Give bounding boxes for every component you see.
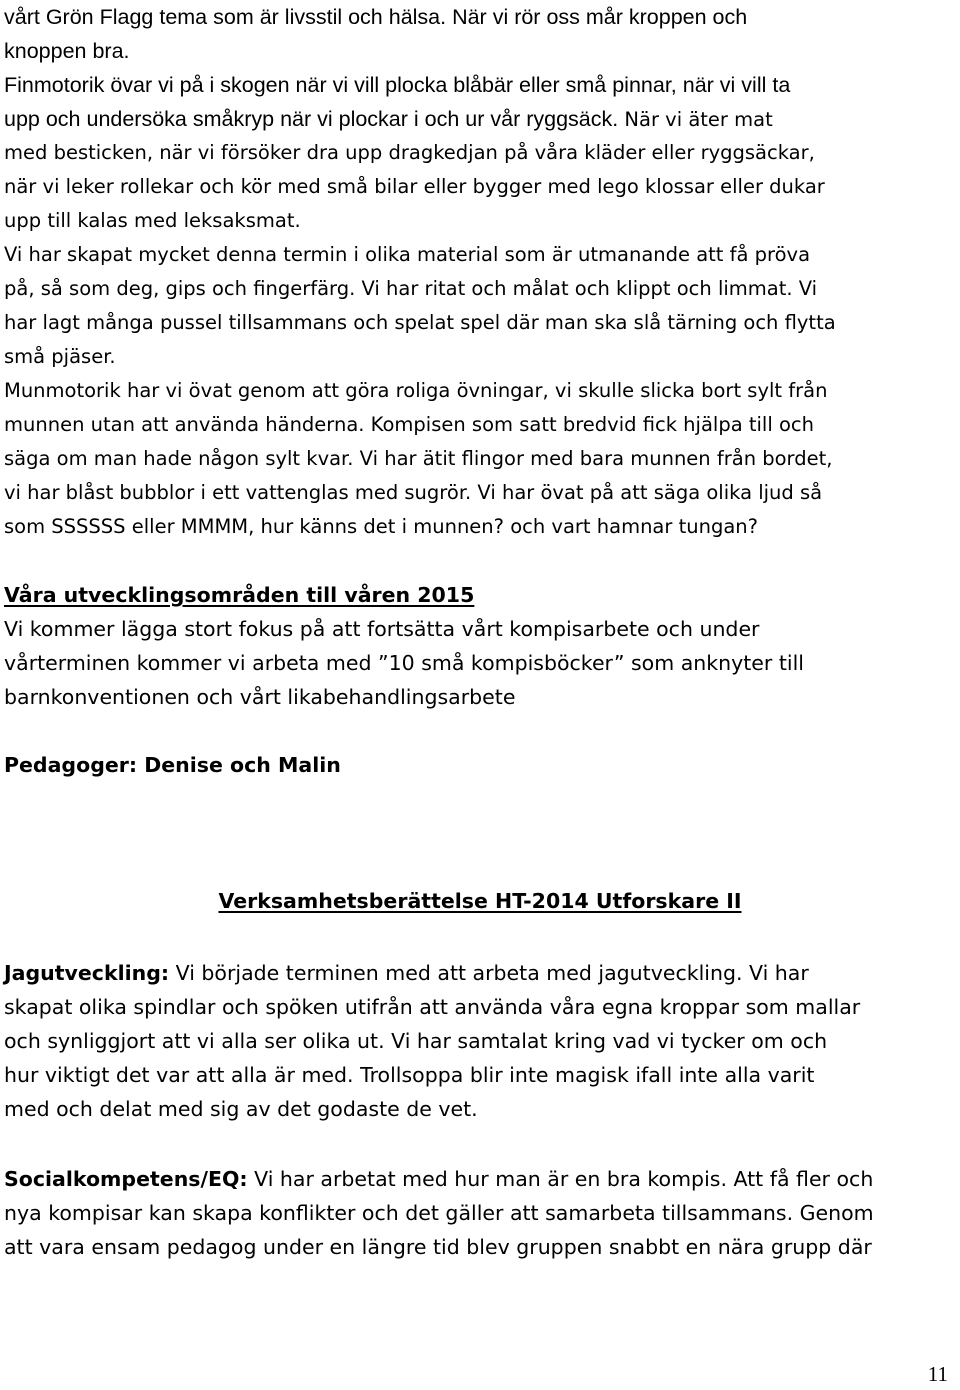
self-development-first-text: Vi började terminen med att arbeta med jagutveckling. Vi har: [169, 961, 809, 985]
paragraph-line: när vi leker rollekar och kör med små bilar eller bygger med lego klossar eller dukar: [4, 175, 825, 198]
educators-names: Denise och Malin: [137, 753, 341, 777]
intro-line-1: vårt Grön Flagg tema som är livsstil och hälsa. När vi rör oss mår kroppen och: [4, 5, 748, 29]
page-number: 11: [927, 1362, 948, 1386]
paragraph-line: på, så som deg, gips och fingerfärg. Vi har ritat och målat och klippt och limmat. Vi: [4, 277, 818, 300]
development-heading: Våra utvecklingsområden till våren 2015: [4, 583, 475, 607]
paragraph-line: vi har blåst bubblor i ett vattenglas med sugrör. Vi har övat på att säga olika ljud så: [4, 481, 823, 504]
intro-line-3: Finmotorik övar vi på i skogen när vi vill plocka blåbär eller små pinnar, när vi vill ta: [4, 73, 791, 97]
educators-label: Pedagoger:: [4, 753, 138, 777]
paragraph-line: säga om man hade någon sylt kvar. Vi har ätit flingor med bara munnen från bordet,: [4, 447, 833, 470]
intro-line-4-text: upp och undersöka småkryp när vi plockar i och ur vår ryggsäck.: [4, 107, 619, 131]
intro-line-4-continuation: När vi äter mat: [618, 108, 773, 131]
self-development-line: skapat olika spindlar och spöken utifrån att använda våra egna kroppar som mallar: [4, 995, 861, 1019]
paragraph-line: med besticken, när vi försöker dra upp dragkedjan på våra kläder eller ryggsäckar,: [4, 141, 815, 164]
self-development-label: Jagutveckling:: [4, 961, 170, 985]
development-line: barnkonventionen och vårt likabehandlingsarbete: [4, 685, 516, 709]
development-line: Vi kommer lägga stort fokus på att fortsätta vårt kompisarbete och under: [4, 617, 760, 641]
report-title: Verksamhetsberättelse HT-2014 Utforskare II: [218, 889, 742, 913]
paragraph-line: små pjäser.: [4, 345, 116, 368]
social-first-text: Vi har arbetat med hur man är en bra kompis. Att få fler och: [247, 1167, 874, 1191]
educators-line: [4, 748, 341, 782]
self-development-first-line: [4, 956, 809, 990]
intro-line-2: knoppen bra.: [4, 39, 130, 63]
intro-line-4: [4, 102, 773, 136]
social-line: att vara ensam pedagog under en längre tid blev gruppen snabbt en nära grupp där: [4, 1235, 872, 1259]
social-first-line: [4, 1162, 873, 1196]
social-label: Socialkompetens/EQ:: [4, 1167, 248, 1191]
development-line: vårterminen kommer vi arbeta med ”10 små kompisböcker” som anknyter till: [4, 651, 804, 675]
paragraph-line: Munmotorik har vi övat genom att göra roliga övningar, vi skulle slicka bort sylt från: [4, 379, 828, 402]
paragraph-line: har lagt många pussel tillsammans och spelat spel där man ska slå tärning och flytta: [4, 311, 836, 334]
paragraph-line: munnen utan att använda händerna. Kompisen som satt bredvid fick hjälpa till och: [4, 413, 814, 436]
self-development-line: och synliggjort att vi alla ser olika ut. Vi har samtalat kring vad vi tycker om och: [4, 1029, 828, 1053]
self-development-line: med och delat med sig av det godaste de vet.: [4, 1097, 478, 1121]
paragraph-line: upp till kalas med leksaksmat.: [4, 209, 301, 232]
self-development-line: hur viktigt det var att alla är med. Trollsoppa blir inte magisk ifall inte alla varit: [4, 1063, 815, 1087]
paragraph-line: Vi har skapat mycket denna termin i olika material som är utmanande att få pröva: [4, 243, 811, 266]
paragraph-line: som SSSSSS eller MMMM, hur känns det i munnen? och vart hamnar tungan?: [4, 515, 758, 538]
social-line: nya kompisar kan skapa konflikter och det gäller att samarbeta tillsammans. Genom: [4, 1201, 874, 1225]
